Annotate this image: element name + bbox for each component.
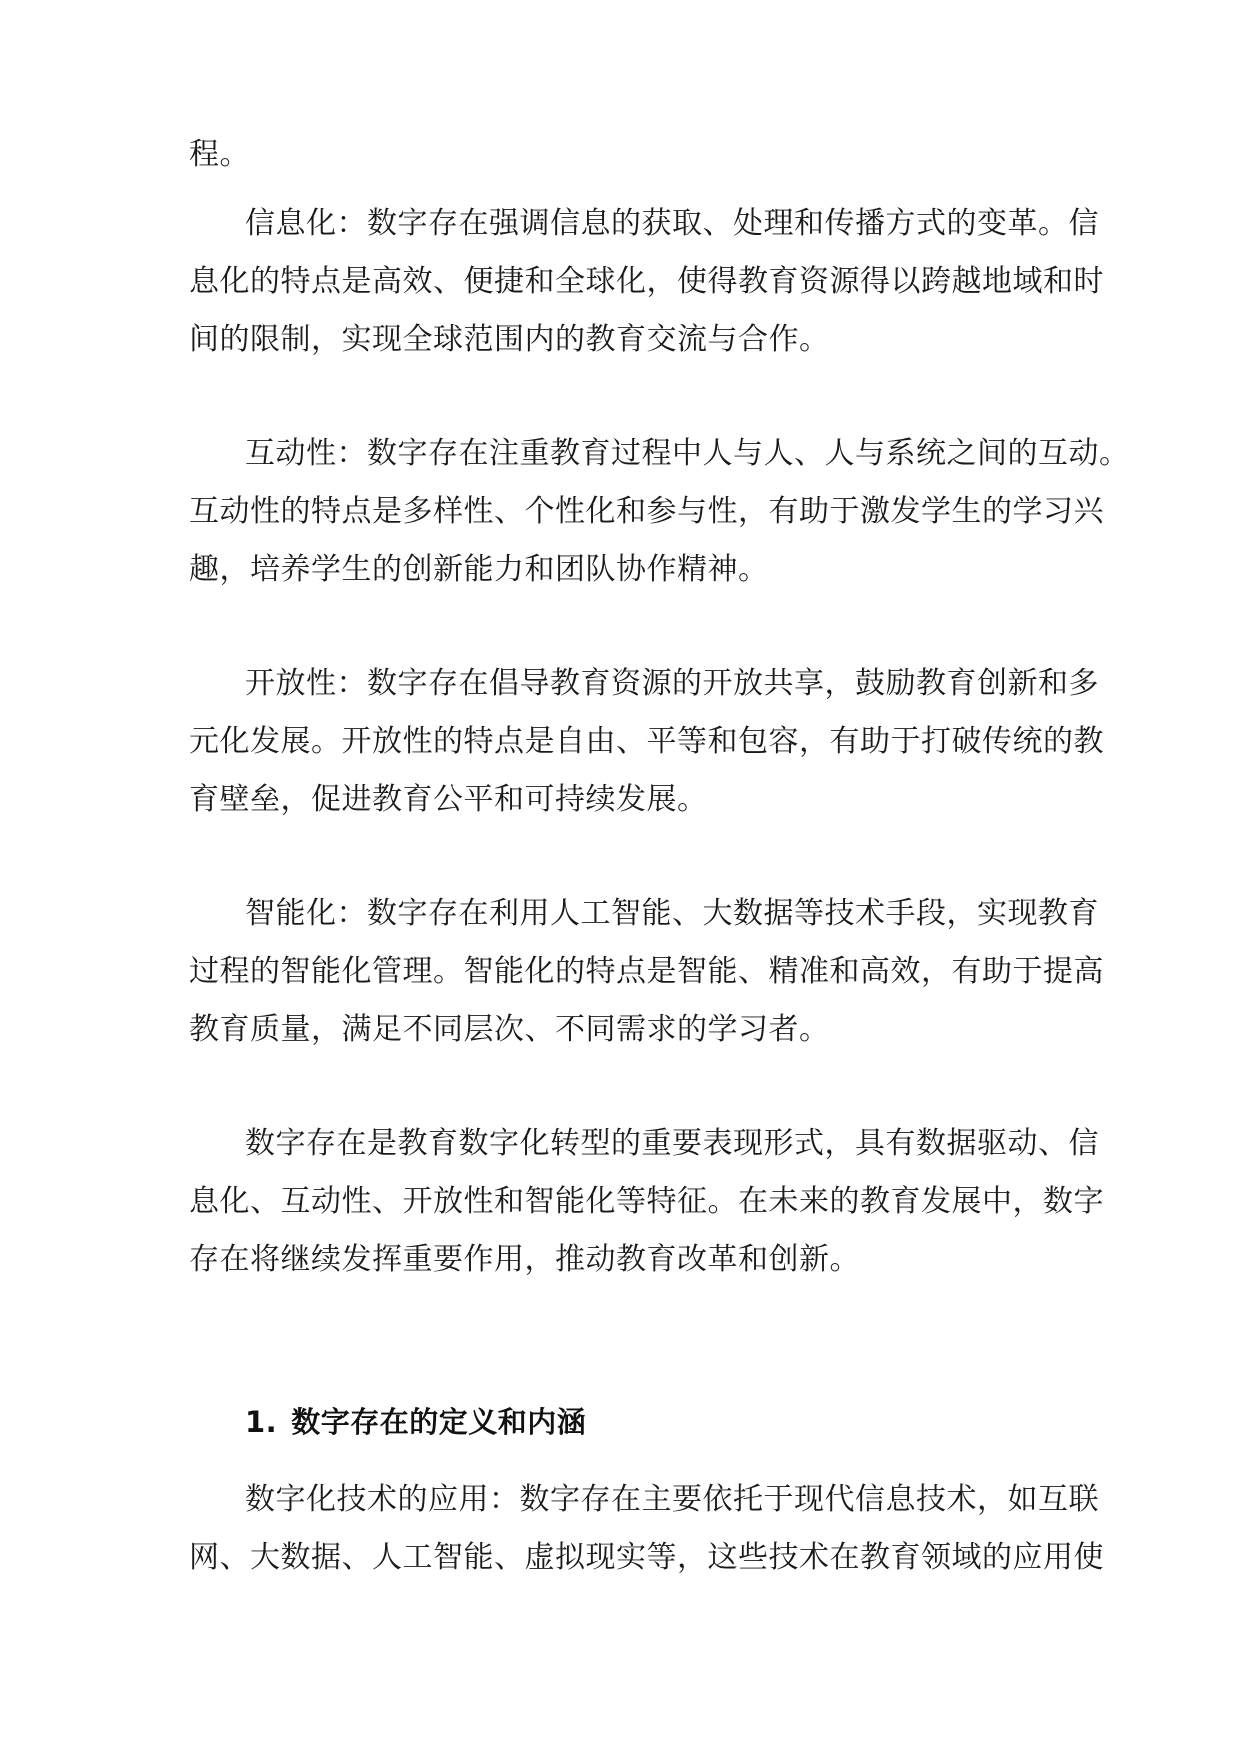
continuation-text xyxy=(189,126,1051,184)
paragraph-line: 息化的特点是高效、便捷和全球化，使得教育资源得以跨越地域和时 xyxy=(189,264,1104,299)
paragraph-line: 互动性的特点是多样性、个性化和参与性，有助于激发学生的学习兴 xyxy=(189,494,1104,529)
paragraph-line: 开放性：数字存在倡导教育资源的开放共享，鼓励教育创新和多 xyxy=(245,666,1099,701)
paragraph-openness xyxy=(189,655,1104,829)
paragraph-line: 互动性：数字存在注重教育过程中人与人、人与系统之间的互动。 xyxy=(245,436,1130,471)
section-title: 数字存在的定义和内涵 xyxy=(291,1405,587,1439)
paragraph-intelligence xyxy=(189,885,1104,1059)
paragraph-line: 数字化技术的应用：数字存在主要依托于现代信息技术，如互联 xyxy=(245,1482,1099,1517)
paragraph-line: 程。 xyxy=(189,137,250,172)
paragraph-line: 智能化：数字存在利用人工智能、大数据等技术手段，实现教育 xyxy=(245,896,1099,931)
paragraph-line: 息化、互动性、开放性和智能化等特征。在未来的教育发展中，数字 xyxy=(189,1184,1104,1219)
section-heading xyxy=(245,1400,586,1441)
paragraph-line: 信息化：数字存在强调信息的获取、处理和传播方式的变革。信 xyxy=(245,206,1099,241)
paragraph-interactivity xyxy=(189,425,1130,599)
paragraph-line: 间的限制，实现全球范围内的教育交流与合作。 xyxy=(189,322,830,357)
section-number: 1. xyxy=(245,1405,278,1439)
paragraph-summary xyxy=(189,1115,1104,1289)
paragraph-line: 趣，培养学生的创新能力和团队协作精神。 xyxy=(189,552,769,587)
paragraph-line: 过程的智能化管理。智能化的特点是智能、精准和高效，有助于提高 xyxy=(189,954,1104,989)
paragraph-line: 存在将继续发挥重要作用，推动教育改革和创新。 xyxy=(189,1242,860,1277)
paragraph-line: 数字存在是教育数字化转型的重要表现形式，具有数据驱动、信 xyxy=(245,1126,1099,1161)
paragraph-line: 育壁垒，促进教育公平和可持续发展。 xyxy=(189,782,708,817)
paragraph-line: 网、大数据、人工智能、虚拟现实等，这些技术在教育领域的应用使 xyxy=(189,1540,1104,1575)
paragraph-line: 元化发展。开放性的特点是自由、平等和包容，有助于打破传统的教 xyxy=(189,724,1104,759)
paragraph-line: 教育质量，满足不同层次、不同需求的学习者。 xyxy=(189,1012,830,1047)
paragraph-informatization xyxy=(189,195,1104,369)
paragraph-digital-tech xyxy=(189,1471,1104,1587)
